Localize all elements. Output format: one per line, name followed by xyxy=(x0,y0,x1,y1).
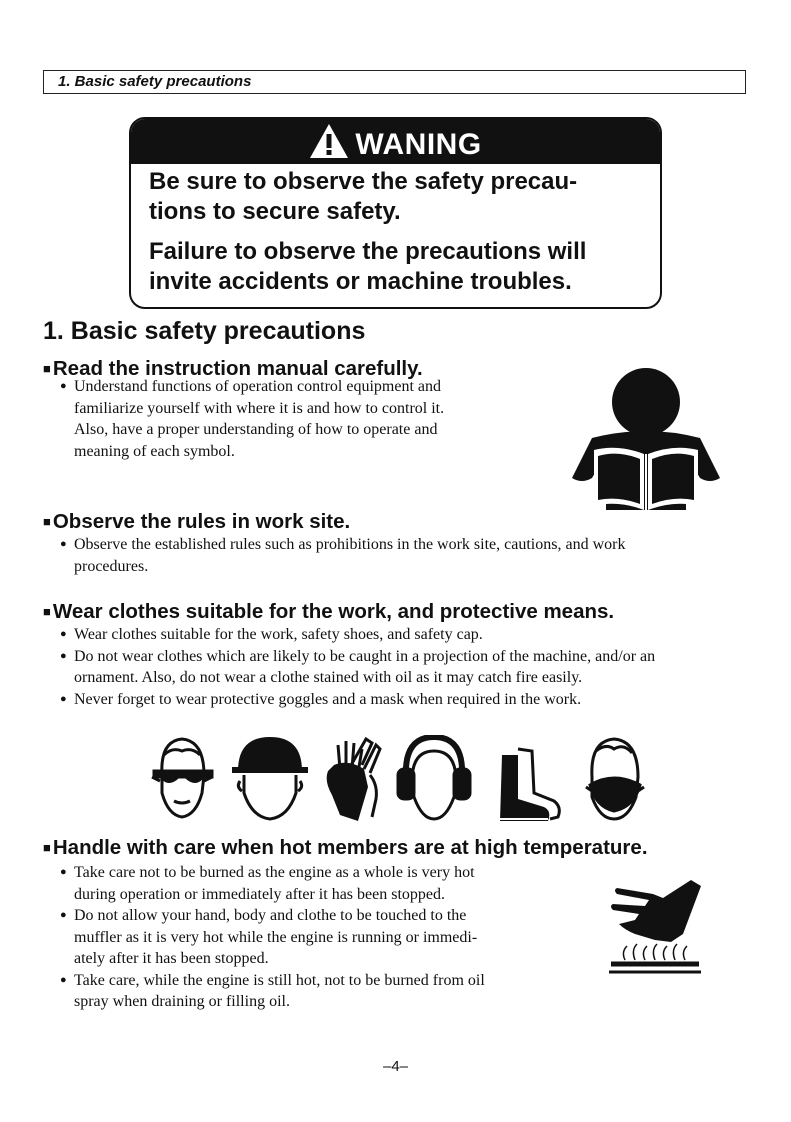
warning-line: invite accidents or machine troubles. xyxy=(149,268,572,295)
bullet-item: ● Understand functions of operation control equipment and xyxy=(60,378,442,395)
page-header-title: 1. Basic safety precautions xyxy=(43,70,746,94)
safety-boots-icon xyxy=(498,749,559,821)
gloves-icon xyxy=(327,739,380,821)
warning-triangle-icon xyxy=(309,123,349,159)
paragraph-protective xyxy=(60,624,748,710)
warning-header xyxy=(131,119,660,164)
warning-title: WANING xyxy=(355,128,482,161)
bullet-item: ● Take care, while the engine is still hot, not to be burned from oil xyxy=(60,971,485,989)
bullet-item: ● Do not wear clothes which are likely to be caught in a projection of the machine, and/or an xyxy=(60,647,656,665)
bullet-item: ● Wear clothes suitable for the work, safety shoes, and safety cap. xyxy=(60,626,483,643)
paragraph-hot-members xyxy=(60,862,560,1013)
page-number: –4– xyxy=(382,1058,409,1075)
text-line: muffler as it is very hot while the engine is running or immedi- xyxy=(74,928,478,946)
protective-equipment-icons xyxy=(150,735,646,821)
subheading-work-site: ■Observe the rules in work site. xyxy=(43,510,351,533)
bullet-item: ● Take care not to be burned as the engine as a whole is very hot xyxy=(60,864,475,881)
warning-body xyxy=(131,164,660,297)
bullet-item: ● Observe the established rules such as prohibitions in the work site, cautions, and work xyxy=(60,536,626,553)
warning-line: tions to secure safety. xyxy=(149,198,401,225)
mask-icon xyxy=(586,739,644,819)
text-line: Also, have a proper understanding of how to operate and xyxy=(74,421,438,438)
text-line: meaning of each symbol. xyxy=(74,442,235,460)
text-line: during operation or immediately after it has been stopped. xyxy=(74,885,445,903)
text-line: ately after it has been stopped. xyxy=(74,950,269,967)
hot-surface-icon xyxy=(605,878,703,976)
paragraph-read-manual xyxy=(60,376,534,462)
bullet-item: ● Do not allow your hand, body and clothe to be touched to the xyxy=(60,907,467,924)
paragraph-work-site xyxy=(60,534,748,577)
subheading-protective: ■Wear clothes suitable for the work, and protective means. xyxy=(43,600,615,623)
warning-line: Be sure to observe the safety precau- xyxy=(149,168,578,195)
ear-protection-icon xyxy=(398,737,470,819)
section-title: 1. Basic safety precautions xyxy=(43,317,366,345)
text-line: procedures. xyxy=(74,557,149,575)
text-line: familiarize yourself with where it is and how to control it. xyxy=(74,399,445,417)
read-manual-icon xyxy=(570,366,722,512)
goggles-icon xyxy=(152,739,212,817)
text-line: ornament. Also, do not wear a clothe stained with oil as it may catch fire easily. xyxy=(74,669,583,686)
subheading-read-manual: ■Read the instruction manual carefully. xyxy=(43,357,423,380)
warning-box xyxy=(129,117,662,309)
helmet-icon xyxy=(232,737,308,819)
bullet-item: ● Never forget to wear protective goggles and a mask when required in the work. xyxy=(60,690,582,708)
warning-line: Failure to observe the precautions will xyxy=(149,238,587,265)
subheading-hot-members: ■Handle with care when hot members are at high temperature. xyxy=(43,836,648,859)
text-line: spray when draining or filling oil. xyxy=(74,993,290,1010)
